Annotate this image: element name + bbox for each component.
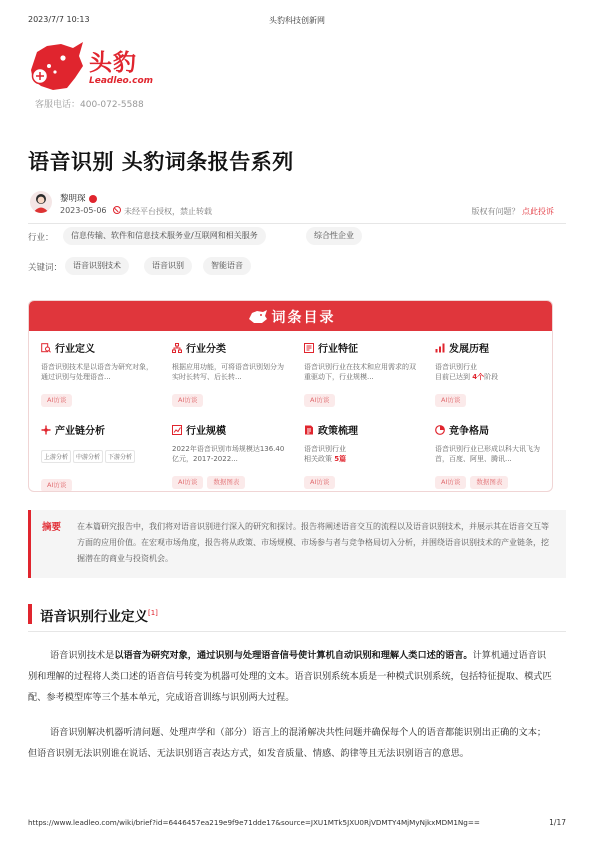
reprint-notice: 未经平台授权，禁止转载 [124, 207, 212, 216]
logo-text-cn: 头豹 [89, 50, 137, 76]
toc-title-row [29, 307, 553, 327]
abstract-label: 摘要 [42, 522, 62, 533]
toc-card-policy[interactable] [304, 425, 419, 486]
ai-interview-tag[interactable]: AI访谈 [435, 476, 466, 489]
toc-card-title: 产业链分析 [41, 425, 156, 439]
avatar-illustration-icon [30, 191, 52, 213]
section-title: 语音识别行业定义[1] [40, 609, 158, 625]
publish-date: 2023-05-06 [60, 206, 107, 215]
toc-title: 词条目录 [271, 310, 336, 326]
toc-card-desc: 语音识别行业在技术和应用需求的双重驱动下，行业规模... [304, 363, 416, 381]
chain-tags [41, 444, 156, 463]
toc-card-industry-chain[interactable] [41, 425, 156, 489]
leadleo-logo[interactable] [27, 40, 154, 92]
page-number: 1/17 [549, 818, 566, 827]
toc-card-definition[interactable] [41, 343, 156, 404]
author-badge-icon [89, 195, 97, 203]
industry-tag[interactable]: 综合性企业 [306, 227, 362, 245]
policy-count: 5篇 [334, 455, 347, 463]
toc-card-title: 行业定义 [41, 343, 156, 357]
author-name-row [60, 192, 97, 204]
toc-panel [28, 300, 553, 492]
toc-card-market-size[interactable] [172, 425, 287, 486]
no-reprint-icon [113, 206, 121, 214]
toc-card-competition[interactable] [435, 425, 550, 486]
author-name[interactable]: 黎明琛 [60, 194, 86, 204]
industry-label: 行业： [28, 233, 54, 243]
competition-icon [435, 425, 445, 435]
keyword-tag[interactable]: 语音识别 [144, 257, 192, 275]
customer-service-phone: 客服电话：400-072-5588 [35, 100, 144, 110]
upstream-tag[interactable]: 上游分析 [41, 450, 71, 463]
abstract-text: 在本篇研究报告中，我们将对语音识别进行深入的研究和探讨。报告将阐述语音交互的流程以及语音识别技术，并展示其在语音交互等方面的应用价值。在宏观市场角度，报告将从政策、市场规模、市场参与者与竞争格局切入分析，并围绕语音识别技术的产业链条，挖掘潜在的商业与投资机会。 [77, 522, 549, 563]
stage-count: 4个 [472, 373, 485, 381]
bar-chart-icon [435, 343, 445, 353]
toc-card-history[interactable] [435, 343, 550, 404]
abstract-box [28, 510, 566, 578]
toc-card-title: 竞争格局 [435, 425, 550, 439]
copyright-question: 版权有问题？ [471, 207, 520, 216]
toc-card-desc: 根据应用功能，可将语音识别划分为实时长转写、后长转... [172, 363, 284, 381]
ai-interview-tag[interactable]: AI访谈 [304, 476, 335, 489]
author-avatar[interactable] [30, 191, 52, 213]
ai-interview-tag[interactable]: AI访谈 [435, 394, 466, 407]
toc-card-desc: 语音识别行业 相关政策 5篇 [304, 445, 347, 463]
toc-card-desc: 语音识别行业 目前已达到 4个阶段 [435, 363, 499, 381]
section-divider [28, 631, 566, 632]
toc-card-title: 行业分类 [172, 343, 287, 357]
toc-card-desc: 语音识别行业已形成以科大讯飞为首，百度、阿里、腾讯... [435, 445, 540, 463]
toc-card-desc: 2022年语音识别市场规模达136.40亿元，2017-2022... [172, 445, 285, 463]
midstream-tag[interactable]: 中游分析 [73, 450, 103, 463]
page-title: 语音识别 头豹词条报告系列 [28, 150, 294, 174]
toc-card-title: 政策梳理 [304, 425, 419, 439]
complaint-link[interactable]: 点此投诉 [522, 207, 554, 216]
footer-url: https://www.leadleo.com/wiki/brief?id=6446457ea219e9f9e71dde17&source=JXU1MTk5JXU0RjVDMTY4MjMyNjkxMDM1Ng== [28, 818, 480, 827]
toc-card-title: 行业特征 [304, 343, 419, 357]
keywords-label: 关键词： [28, 263, 63, 273]
feature-icon [304, 343, 314, 353]
ai-interview-tag[interactable]: AI访谈 [172, 394, 203, 407]
print-site-title: 头豹科技创新网 [269, 16, 325, 25]
data-chart-tag[interactable]: 数据图表 [207, 476, 245, 489]
toc-header [29, 301, 553, 331]
downstream-tag[interactable]: 下游分析 [105, 450, 135, 463]
industry-tag[interactable]: 信息传输、软件和信息技术服务业/互联网和相关服务 [63, 227, 266, 245]
search-doc-icon [41, 343, 51, 353]
toc-card-features[interactable] [304, 343, 419, 404]
policy-icon [304, 425, 314, 435]
leopard-mini-icon [248, 310, 268, 324]
hierarchy-icon [172, 343, 182, 353]
keyword-tag[interactable]: 语音识别技术 [65, 257, 129, 275]
scale-icon [172, 425, 182, 435]
definition-paragraph-2: 语音识别解决机器听清问题、处理声学和（部分）语言上的混淆解决共性问题并确保每个人的语音都能识别出正确的文本；但语音识别无法识别谁在说话、无法识别语言表达方式，如发音质量、情感、韵律等且无法识别语言的意思。 [28, 727, 547, 759]
toc-card-title: 发展历程 [435, 343, 550, 357]
ai-interview-tag[interactable]: AI访谈 [41, 479, 72, 492]
data-chart-tag[interactable]: 数据图表 [470, 476, 508, 489]
ai-interview-tag[interactable]: AI访谈 [304, 394, 335, 407]
print-datetime: 2023/7/7 10:13 [28, 15, 90, 24]
leopard-head-icon [27, 40, 85, 92]
section-accent-bar [28, 604, 32, 624]
toc-card-desc: 语音识别技术是以语音为研究对象，通过识别与处理语音... [41, 363, 153, 381]
copyright-complaint [471, 206, 554, 217]
ai-interview-tag[interactable]: AI访谈 [172, 476, 203, 489]
divider [28, 223, 566, 224]
keyword-tag[interactable]: 智能语音 [203, 257, 251, 275]
chain-icon [41, 425, 51, 435]
ai-interview-tag[interactable]: AI访谈 [41, 394, 72, 407]
logo-text-en: Leadleo.com [89, 76, 154, 86]
reference-link[interactable]: [1] [148, 609, 158, 617]
toc-card-classification[interactable] [172, 343, 287, 404]
definition-paragraph-1: 语音识别技术是以语音为研究对象，通过识别与处理语音信号使计算机自动识别和理解人类口述的语言。计算机通过语音识别和理解的过程将人类口述的语音信号转变为机器可处理的文本。语音识别系统本质是一种模式识别系统，包括特征提取、模式匹配、参考模型库等三个基本单元，完成语音训练与识别两大过程。 [28, 650, 552, 703]
abstract-accent-bar [28, 510, 31, 578]
toc-card-title: 行业规模 [172, 425, 287, 439]
